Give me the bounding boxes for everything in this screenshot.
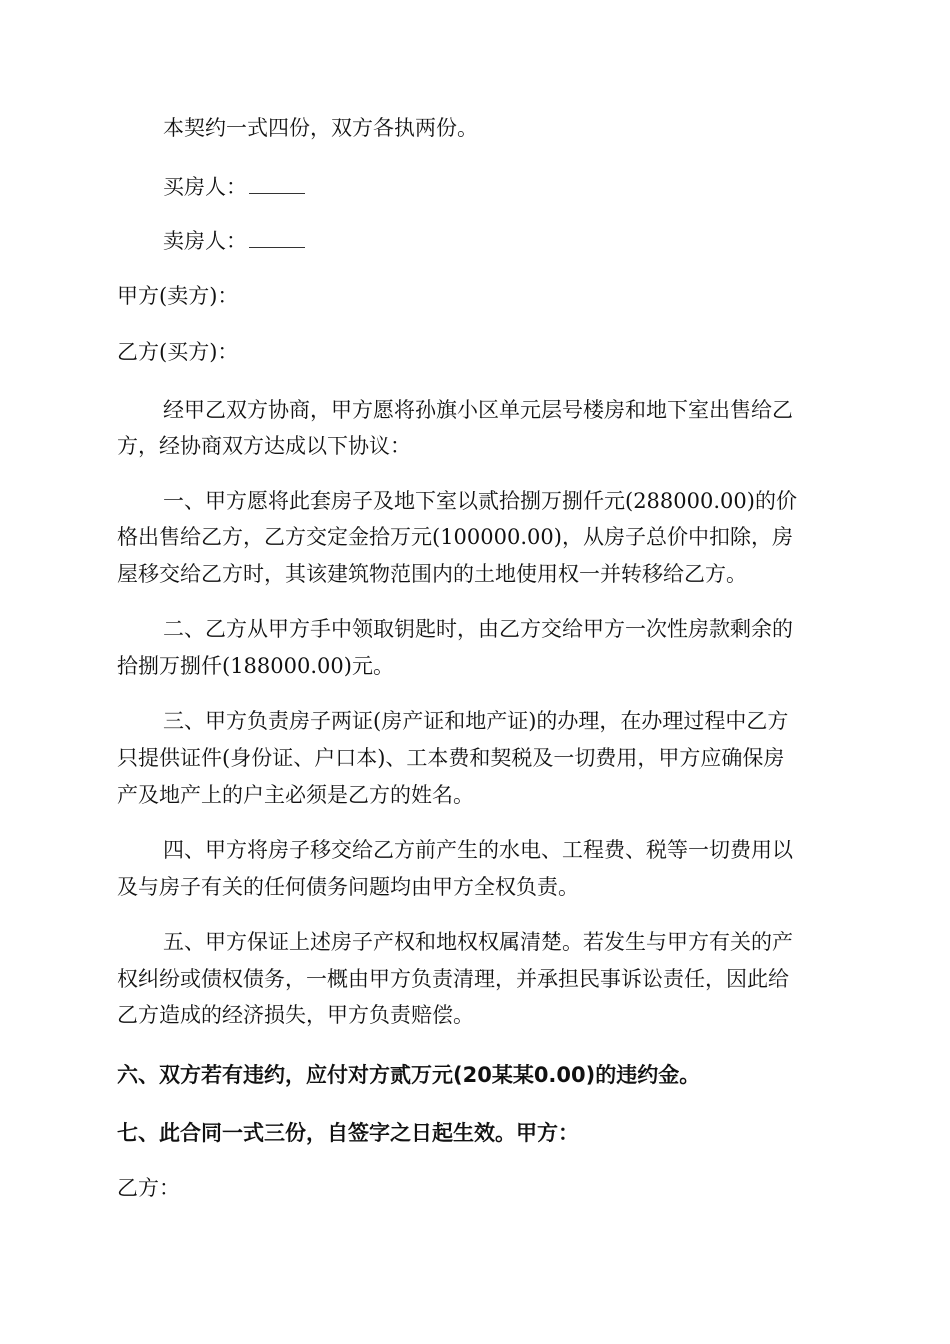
- party-a-heading: 甲方(卖方)：: [117, 284, 239, 308]
- clause2-line-2: 拾捌万捌仟(188000.00)元。: [117, 654, 394, 678]
- copies-statement: 本契约一式四份，双方各执两份。: [163, 116, 478, 140]
- clause7-effective: 七、此合同一式三份，自签字之日起生效。甲方：: [117, 1121, 579, 1145]
- clause4-line-2: 及与房子有关的任何债务问题均由甲方全权负责。: [117, 875, 579, 899]
- buyer-blank: [249, 173, 305, 194]
- seller-blank: [249, 227, 305, 248]
- party-b-heading: 乙方(买方)：: [117, 340, 239, 364]
- clause3-line-3: 产及地产上的户主必须是乙方的姓名。: [117, 783, 474, 807]
- clause5-line-3: 乙方造成的经济损失，甲方负责赔偿。: [117, 1003, 474, 1027]
- seller-signature-line: [163, 226, 305, 256]
- clause3-line-2: 只提供证件(身份证、户口本)、工本费和契税及一切费用，甲方应确保房: [117, 746, 785, 770]
- clause1-line-1: 一、甲方愿将此套房子及地下室以贰拾捌万捌仟元(288000.00)的价: [163, 489, 797, 513]
- intro-line-2: 方，经协商双方达成以下协议：: [117, 434, 411, 458]
- intro-line-1: 经甲乙双方协商，甲方愿将孙旗小区单元层号楼房和地下室出售给乙: [163, 398, 793, 422]
- party-b-signature: 乙方：: [117, 1176, 180, 1200]
- buyer-signature-line: [163, 172, 305, 202]
- buyer-label: 买房人：: [163, 175, 247, 199]
- clause5-line-2: 权纠纷或债权债务，一概由甲方负责清理，并承担民事诉讼责任，因此给: [117, 967, 789, 991]
- clause6-penalty: 六、双方若有违约，应付对方贰万元(20某某0.00)的违约金。: [117, 1063, 701, 1087]
- clause1-line-2: 格出售给乙方，乙方交定金拾万元(100000.00)，从房子总价中扣除，房: [117, 525, 793, 549]
- clause2-line-1: 二、乙方从甲方手中领取钥匙时，由乙方交给甲方一次性房款剩余的: [163, 617, 793, 641]
- clause3-line-1: 三、甲方负责房子两证(房产证和地产证)的办理，在办理过程中乙方: [163, 709, 789, 733]
- seller-label: 卖房人：: [163, 229, 247, 253]
- clause5-line-1: 五、甲方保证上述房子产权和地权权属清楚。若发生与甲方有关的产: [163, 930, 793, 954]
- clause4-line-1: 四、甲方将房子移交给乙方前产生的水电、工程费、税等一切费用以: [163, 838, 793, 862]
- clause1-line-3: 屋移交给乙方时，其该建筑物范围内的土地使用权一并转移给乙方。: [117, 562, 747, 586]
